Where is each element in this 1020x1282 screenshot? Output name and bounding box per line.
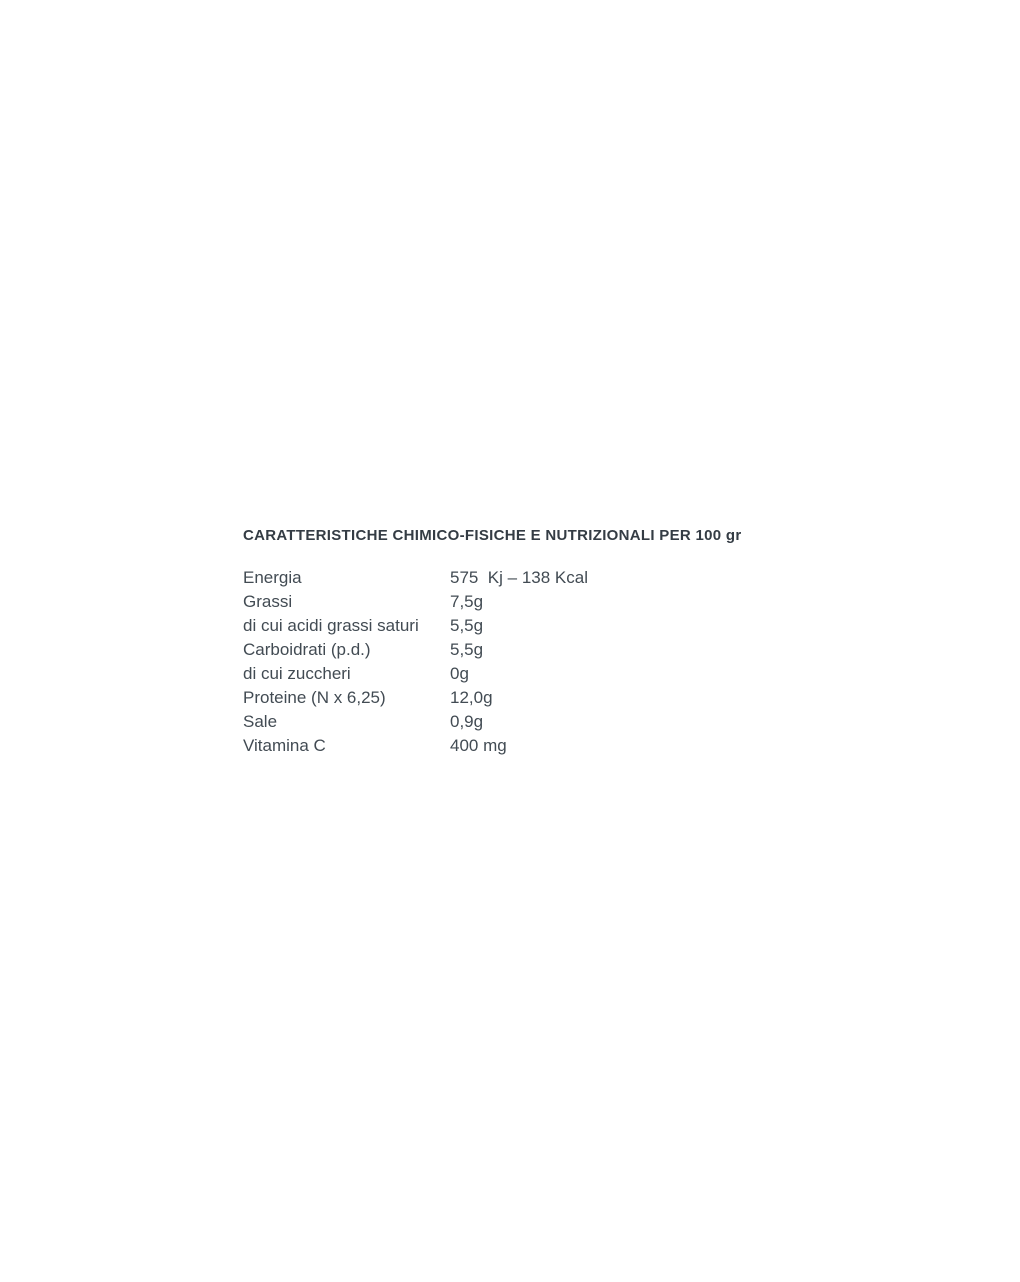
nutrient-label: Grassi <box>243 592 293 611</box>
nutrient-value: 0g <box>450 664 469 683</box>
nutrition-section-title: CARATTERISTICHE CHIMICO-FISICHE E NUTRIZIONALI PER 100 gr <box>243 527 742 544</box>
table-row <box>243 686 803 710</box>
nutrient-label: Proteine (N x 6,25) <box>243 688 386 707</box>
table-row <box>243 638 803 662</box>
nutrient-value: 12,0g <box>450 688 493 707</box>
nutrient-value: 0,9g <box>450 712 484 731</box>
table-row <box>243 590 803 614</box>
table-row <box>243 710 803 734</box>
nutrient-label: Carboidrati (p.d.) <box>243 640 371 659</box>
nutrition-section <box>243 527 803 758</box>
table-row <box>243 614 803 638</box>
nutrient-label: Sale <box>243 712 278 731</box>
table-row <box>243 734 803 758</box>
table-row <box>243 662 803 686</box>
nutrient-value: 7,5g <box>450 592 484 611</box>
nutrient-label: di cui zuccheri <box>243 664 351 683</box>
nutrient-value: 5,5g <box>450 616 484 635</box>
nutrient-label: Vitamina C <box>243 736 326 755</box>
nutrition-table <box>243 566 803 758</box>
nutrient-value: 575 Kj – 138 Kcal <box>450 568 588 587</box>
nutrient-label: Energia <box>243 568 302 587</box>
table-row <box>243 566 803 590</box>
nutrient-value: 400 mg <box>450 736 507 755</box>
nutrient-value: 5,5g <box>450 640 484 659</box>
nutrient-label: di cui acidi grassi saturi <box>243 616 419 635</box>
